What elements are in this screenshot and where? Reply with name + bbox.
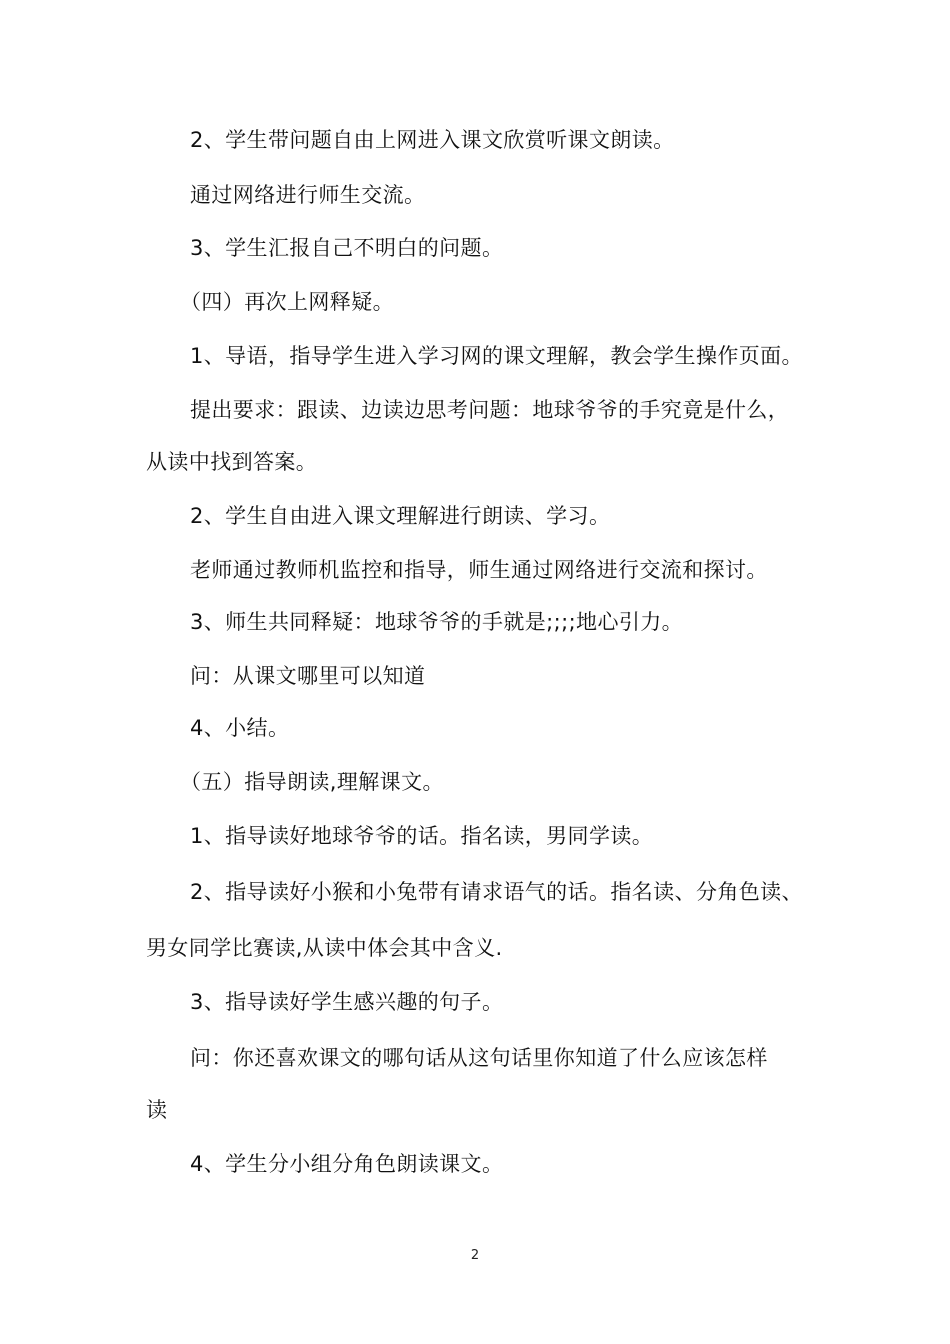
section-heading: （四）再次上网释疑。: [180, 290, 394, 314]
paragraph-line: 3、学生汇报自己不明白的问题。: [190, 236, 504, 260]
paragraph-line: 2、学生带问题自由上网进入课文欣赏听课文朗读。: [190, 128, 675, 152]
paragraph-line: 问：从课文哪里可以知道: [190, 664, 426, 688]
section-heading: （五）指导朗读,理解课文。: [180, 770, 444, 794]
paragraph-line: 2、指导读好小猴和小兔带有请求语气的话。指名读、分角色读、: [190, 880, 803, 904]
paragraph-line: 4、小结。: [190, 716, 290, 740]
paragraph-line: 4、学生分小组分角色朗读课文。: [190, 1152, 504, 1176]
paragraph-line: 2、学生自由进入课文理解进行朗读、学习。: [190, 504, 611, 528]
paragraph-line: 问：你还喜欢课文的哪句话从这句话里你知道了什么应该怎样: [190, 1046, 768, 1070]
paragraph-line: 3、指导读好学生感兴趣的句子。: [190, 990, 504, 1014]
paragraph-line: 1、指导读好地球爷爷的话。指名读，男同学读。: [190, 824, 654, 848]
paragraph-line: 1、导语，指导学生进入学习网的课文理解，教会学生操作页面。: [190, 344, 803, 368]
paragraph-line: 提出要求：跟读、边读边思考问题：地球爷爷的手究竟是什么，: [190, 398, 790, 422]
paragraph-line: 从读中找到答案。: [146, 450, 318, 474]
paragraph-line: 通过网络进行师生交流。: [190, 183, 426, 207]
paragraph-line: 老师通过教师机监控和指导，师生通过网络进行交流和探讨。: [190, 558, 768, 582]
page-number: 2: [470, 1248, 480, 1263]
paragraph-line: 男女同学比赛读,从读中体会其中含义.: [146, 936, 503, 960]
paragraph-line: 读: [146, 1098, 168, 1122]
paragraph-line: 3、师生共同释疑：地球爷爷的手就是;;;;地心引力。: [190, 610, 684, 634]
